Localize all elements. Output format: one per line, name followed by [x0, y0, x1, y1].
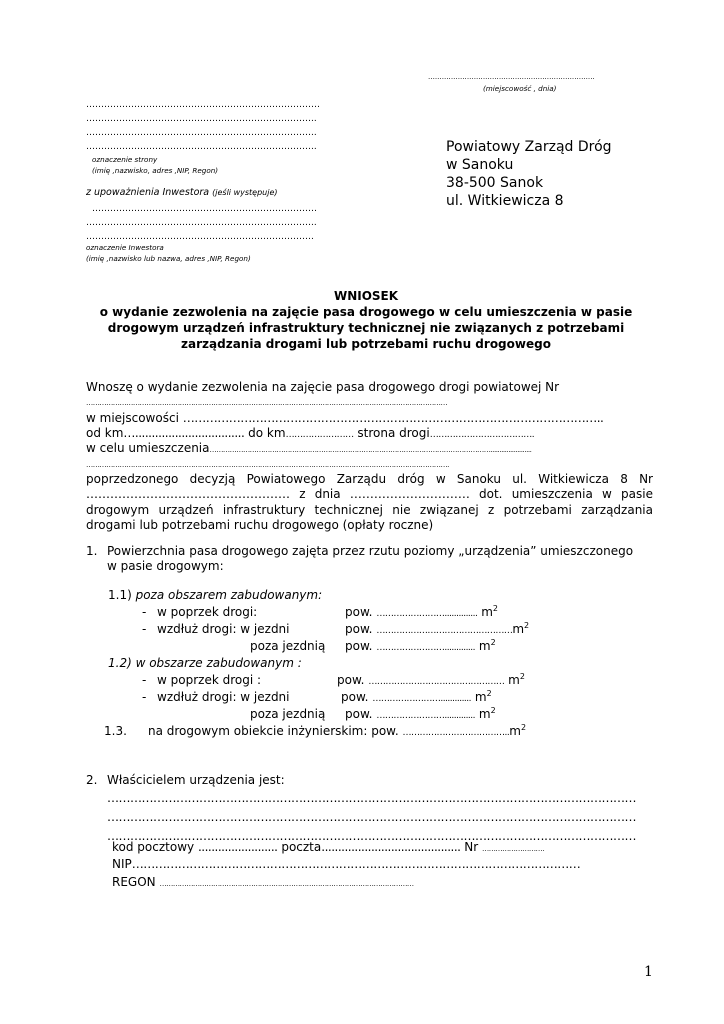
sub2-across-value [337, 673, 525, 687]
unit-label: $m^2$ [481, 604, 499, 619]
sub2-along-label: wzdłuż drogi: w jezdni [157, 690, 290, 704]
sub2-along-value [341, 690, 492, 704]
recipient-line-1: Powiatowy Zarząd Dróg [446, 139, 612, 155]
owner-line-3[interactable]: ………………………………………………………………………………………………………………………… [107, 829, 636, 843]
recipient-line-4: ul. Witkiewicza 8 [446, 193, 564, 209]
sub1-across-label: w poprzek drogi: [157, 605, 258, 619]
nip-field[interactable]: ……………………………………………………………………………………………………… [131, 857, 581, 871]
sub3-row [148, 724, 526, 738]
nr-field[interactable]: ………………………. [482, 844, 545, 853]
sub2-across-field[interactable]: ………………………………………… [368, 677, 505, 687]
party-caption-1: oznaczenie strony [92, 155, 158, 164]
document-heading: WNIOSEK [333, 289, 399, 303]
page-number: 1 [644, 964, 653, 980]
postal-row [112, 840, 544, 854]
regon-field[interactable]: …………………………………………………………………………………………………… [159, 879, 414, 888]
post-office-label: poczta [281, 840, 322, 854]
sub2-outside-field[interactable]: ……………………............. [376, 711, 476, 721]
purpose-row [86, 441, 531, 455]
sub2-outside-label: poza jezdnią [250, 707, 326, 721]
purpose-label: w celu umieszczenia [86, 441, 210, 455]
section2-number: 2. [86, 773, 98, 787]
km-row [86, 426, 534, 440]
from-km-field[interactable]: …................................. [123, 426, 245, 440]
sub1-outside-value [345, 639, 496, 653]
sub1-heading [108, 588, 322, 602]
decision-text: poprzedzonego decyzją Powiatowego Zarządu dróg w Sanoku ul. Witkiewicza 8 Nr …………………………………………… z dnia ………………………… dot. umieszczenia w pasie drogowym urządzeń infrastruktury technicznej nie związanej z potrzebami zarządzania drogami lub potrzebami ruchu drogowego (opłaty roczne) [86, 472, 653, 533]
investor-caption-1: oznaczenie Inwestora [86, 243, 164, 252]
sub1-across-value [345, 605, 498, 619]
date-caption: (miejscowość , dnia) [483, 84, 557, 93]
road-side-field[interactable]: ………………………………. [429, 430, 535, 440]
nr-label: Nr [464, 840, 479, 854]
sub2-along-field[interactable]: ……………………............. [372, 694, 472, 704]
unit-label: $m^2$ [508, 672, 525, 687]
recipient-line-2: w Sanoku [446, 157, 514, 173]
section1-text-2: w pasie drogowym: [107, 559, 224, 573]
sub1-dash-1: - [142, 605, 147, 619]
sub1-along-field[interactable]: ………………………………………… [376, 626, 513, 636]
recipient-line-3: 38-500 Sanok [446, 175, 544, 191]
investor-label [86, 187, 277, 198]
sub2-across-label: w poprzek drogi : [157, 673, 262, 687]
investor-line-2[interactable]: ………………………………………………………………….. [86, 218, 317, 228]
section1-number: 1. [86, 544, 98, 558]
from-km-label: od km [86, 426, 124, 440]
postal-field[interactable]: ........................ [197, 840, 278, 854]
investor-label-text: z upoważnienia Inwestora [86, 187, 210, 198]
pow-label: pow. [345, 639, 373, 653]
owner-line-1[interactable]: ………………………………………………………………………………………………………………………… [107, 791, 636, 805]
pow-label: pow. [341, 690, 369, 704]
unit-label: $m^2$ [509, 723, 527, 738]
owner-line-2[interactable]: ………………………………………………………………………………………………………………………… [107, 810, 636, 824]
location-field[interactable]: ……………………………………………………………………………………………….. [182, 411, 604, 425]
pow-label: pow. [345, 622, 373, 636]
party-line-1[interactable]: …………………………………………………………………… [86, 100, 320, 110]
sub1-outside-label: poza jezdnią [250, 639, 326, 653]
location-row [86, 411, 603, 425]
nip-label: NIP [112, 857, 132, 871]
party-caption-2: (imię ,nazwisko, adres ,NIP, Regon) [92, 166, 219, 175]
unit-label: $m^2$ [512, 621, 530, 636]
sub1-across-field[interactable]: …………………….............. [376, 609, 478, 619]
location-label: w miejscowości [86, 411, 179, 425]
investor-line-1[interactable]: ………………………………………………………………… [92, 204, 317, 214]
sub1-title: poza obszarem zabudowanym: [135, 588, 323, 602]
to-km-field[interactable]: …………………… [285, 430, 354, 440]
sub2-outside-value [345, 707, 496, 721]
sub2-heading: 1.2) w obszarze zabudowanym : [108, 656, 302, 670]
party-line-2[interactable]: ………………………………………………………………….. [86, 114, 317, 124]
regon-row [112, 875, 653, 889]
sub1-number: 1.1) [108, 588, 132, 602]
sub3-number: 1.3. [104, 724, 127, 738]
document-subtitle: o wydanie zezwolenia na zajęcie pasa drogowego w celu umieszczenia w pasie drogowym urządzeń infrastruktury technicznej nie związanych z potrzebami zarządzania drogami lub potrzebami ruchu drogowego [99, 305, 633, 351]
sub3-field[interactable]: ……………………………….. [402, 728, 510, 738]
investor-line-3[interactable]: …………………………………………………………………. [86, 232, 314, 242]
pow-label: pow. [345, 707, 373, 721]
pow-label: pow. [337, 673, 365, 687]
to-km-label: do km [248, 426, 286, 440]
post-office-field[interactable]: .......................................... [321, 840, 461, 854]
purpose-field[interactable]: ………………………………………………………………………………………………………………....................... [209, 445, 532, 454]
road-number-field[interactable]: ……………………………………………………………………………………………………………………………………………… [86, 398, 448, 407]
unit-label: $m^2$ [478, 706, 496, 721]
unit-label: $m^2$ [474, 689, 492, 704]
investor-note: (jeśli występuje) [212, 188, 278, 197]
date-line[interactable]: ......................................................................... [428, 72, 595, 81]
sub2-dash-1: - [142, 673, 147, 687]
postal-label: kod pocztowy [112, 840, 195, 854]
purpose-field-2[interactable]: ………………………………………………………………………………………………………………………………………………. [86, 460, 449, 469]
road-side-label: strona drogi [357, 426, 430, 440]
sub1-along-label: wzdłuż drogi: w jezdni [157, 622, 290, 636]
party-line-3[interactable]: ………………………………………………………………….. [86, 128, 317, 138]
regon-label: REGON [112, 875, 156, 889]
section1-text-1: Powierzchnia pasa drogowego zajęta przez rzutu poziomy „urządzenia” umieszczonego [107, 544, 634, 558]
investor-caption-2: (imię ,nazwisko lub nazwa, adres ,NIP, Regon) [86, 254, 251, 263]
pow-label: pow. [345, 605, 373, 619]
sub1-along-value [345, 622, 529, 636]
intro-text: Wnoszę o wydanie zezwolenia na zajęcie pasa drogowego drogi powiatowej Nr [86, 380, 560, 394]
sub1-outside-field[interactable]: ……………………............. [376, 643, 476, 653]
sub2-dash-2: - [142, 690, 147, 704]
unit-label: $m^2$ [478, 638, 496, 653]
sub1-dash-2: - [142, 622, 147, 636]
sub3-text: na drogowym obiekcie inżynierskim: pow. [148, 724, 399, 738]
party-line-4[interactable]: ………………………………………………………………….. [86, 142, 317, 152]
section2-text: Właścicielem urządzenia jest: [107, 773, 285, 787]
nip-row [112, 857, 653, 871]
